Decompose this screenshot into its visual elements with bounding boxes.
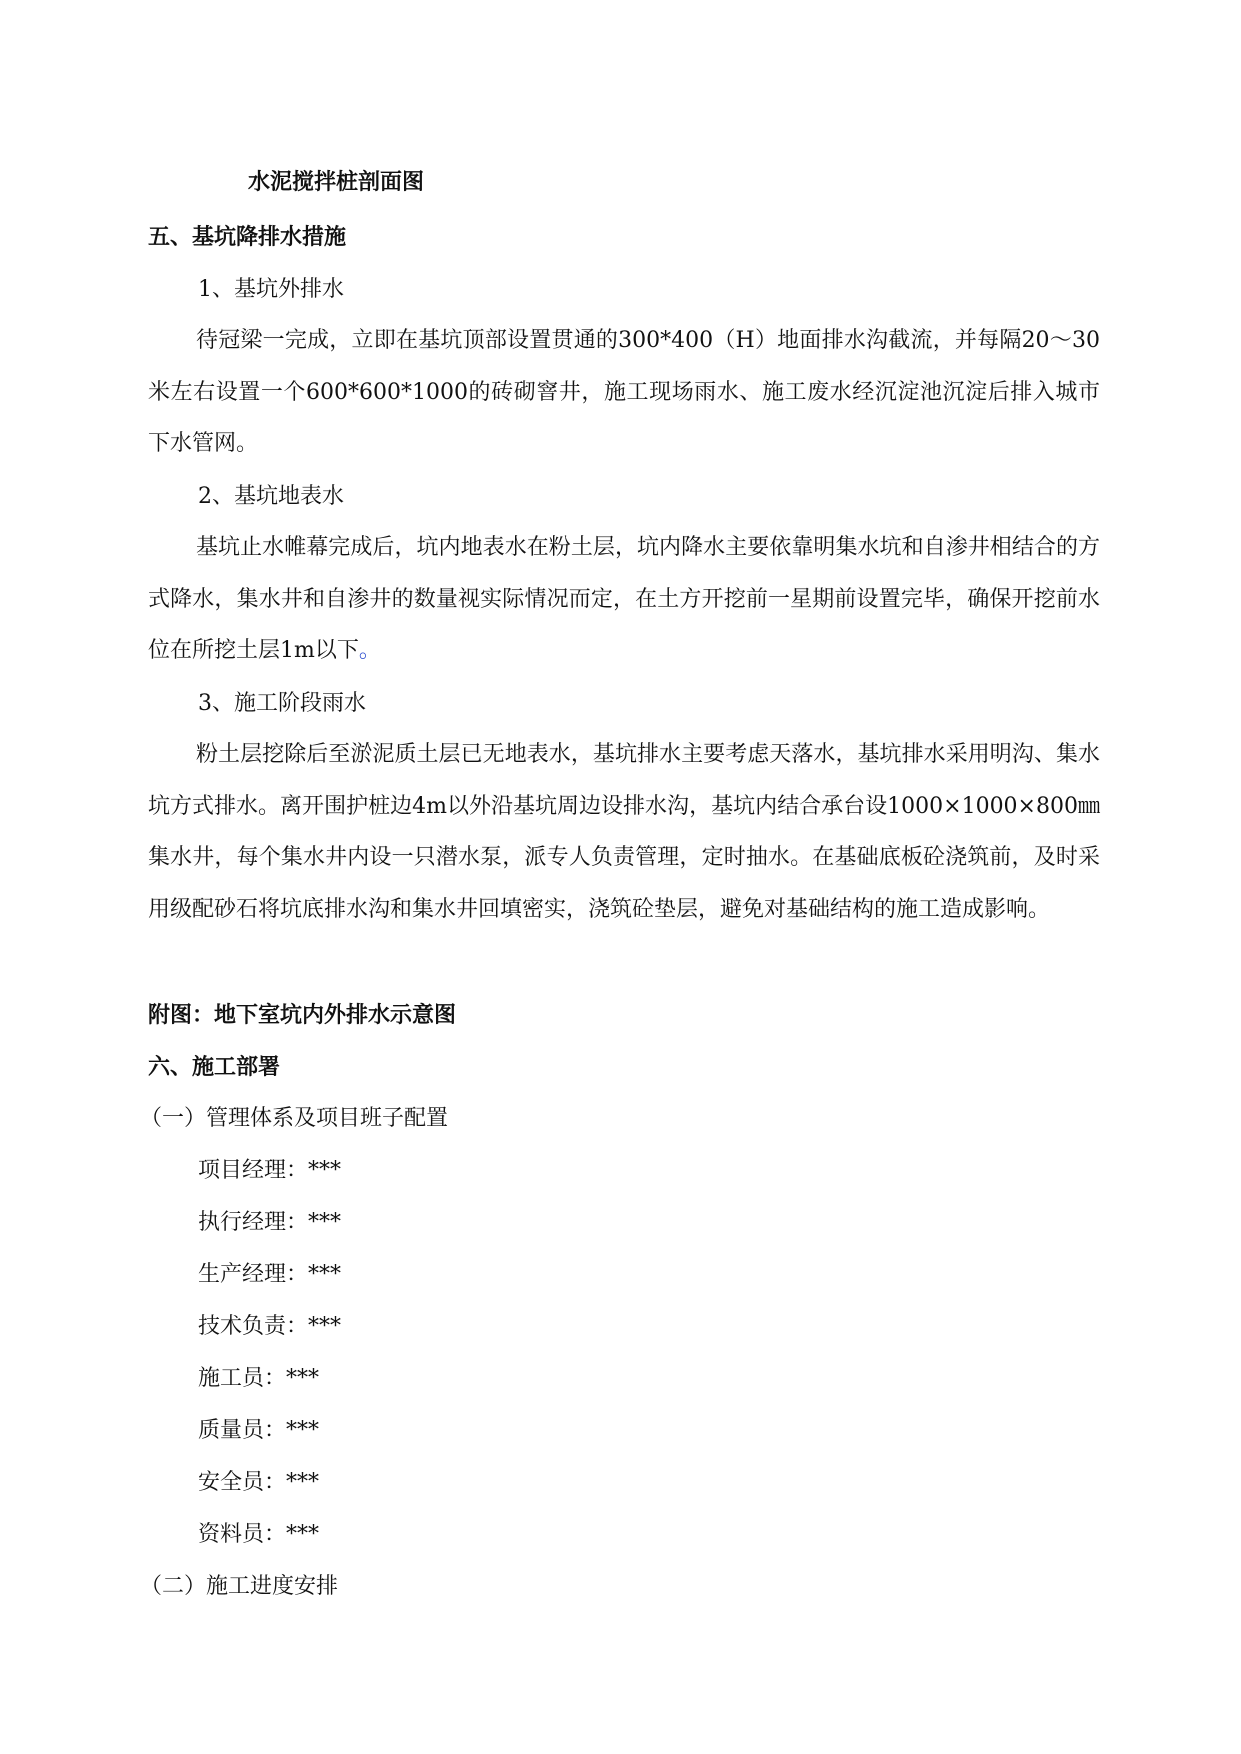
subsection-2-period: 。 [358,638,381,663]
staff-item: 生产经理：*** [198,1262,342,1287]
subsection-1-paragraph: 待冠梁一完成，立即在基坑顶部设置贯通的300*400（H）地面排水沟截流，并每隔20～30米左右设置一个600*600*1000的砖砌窨井，施工现场雨水、施工废水经沉淀池沉淀后排入城市下水管网。 [148,328,1100,456]
appendix-title: 附图：地下室坑内外排水示意图 [148,1002,457,1028]
staff-item: 资料员：*** [198,1522,320,1547]
staff-item: 安全员：*** [198,1470,320,1495]
figure-caption: 水泥搅拌桩剖面图 [248,169,425,195]
staff-item: 执行经理：*** [198,1210,342,1235]
subsection-2-paragraph [148,522,1100,677]
staff-item: 质量员：*** [198,1418,320,1443]
subsection-2-text: 基坑止水帷幕完成后，坑内地表水在粉土层，坑内降水主要依靠明集水坑和自渗井相结合的方式降水，集水井和自渗井的数量视实际情况而定，在土方开挖前一星期前设置完毕，确保开挖前水位在所挖土层1m以下 [148,535,1100,663]
subsection-2-heading: 2、基坑地表水 [198,484,344,509]
subsection-3-paragraph: 粉土层挖除后至淤泥质土层已无地表水，基坑排水主要考虑天落水，基坑排水采用明沟、集水坑方式排水。离开围护桩边4m以外沿基坑周边设排水沟，基坑内结合承台设1000×1000×800㎜集水井，每个集水井内设一只潜水泵，派专人负责管理，定时抽水。在基础底板砼浇筑前，及时采用级配砂石将坑底排水沟和集水井回填密实，浇筑砼垫层，避免对基础结构的施工造成影响。 [148,742,1100,922]
section-5-title: 五、基坑降排水措施 [148,224,347,250]
section-6-sub2-heading: （二）施工进度安排 [140,1574,339,1599]
subsection-3-heading: 3、施工阶段雨水 [198,691,366,716]
staff-item: 技术负责：*** [198,1314,342,1339]
section-6-title: 六、施工部署 [148,1054,281,1080]
staff-item: 项目经理：*** [198,1158,342,1183]
subsection-1-heading: 1、基坑外排水 [198,277,344,302]
staff-item: 施工员：*** [198,1366,320,1391]
section-6-sub1-heading: （一）管理体系及项目班子配置 [140,1106,449,1131]
